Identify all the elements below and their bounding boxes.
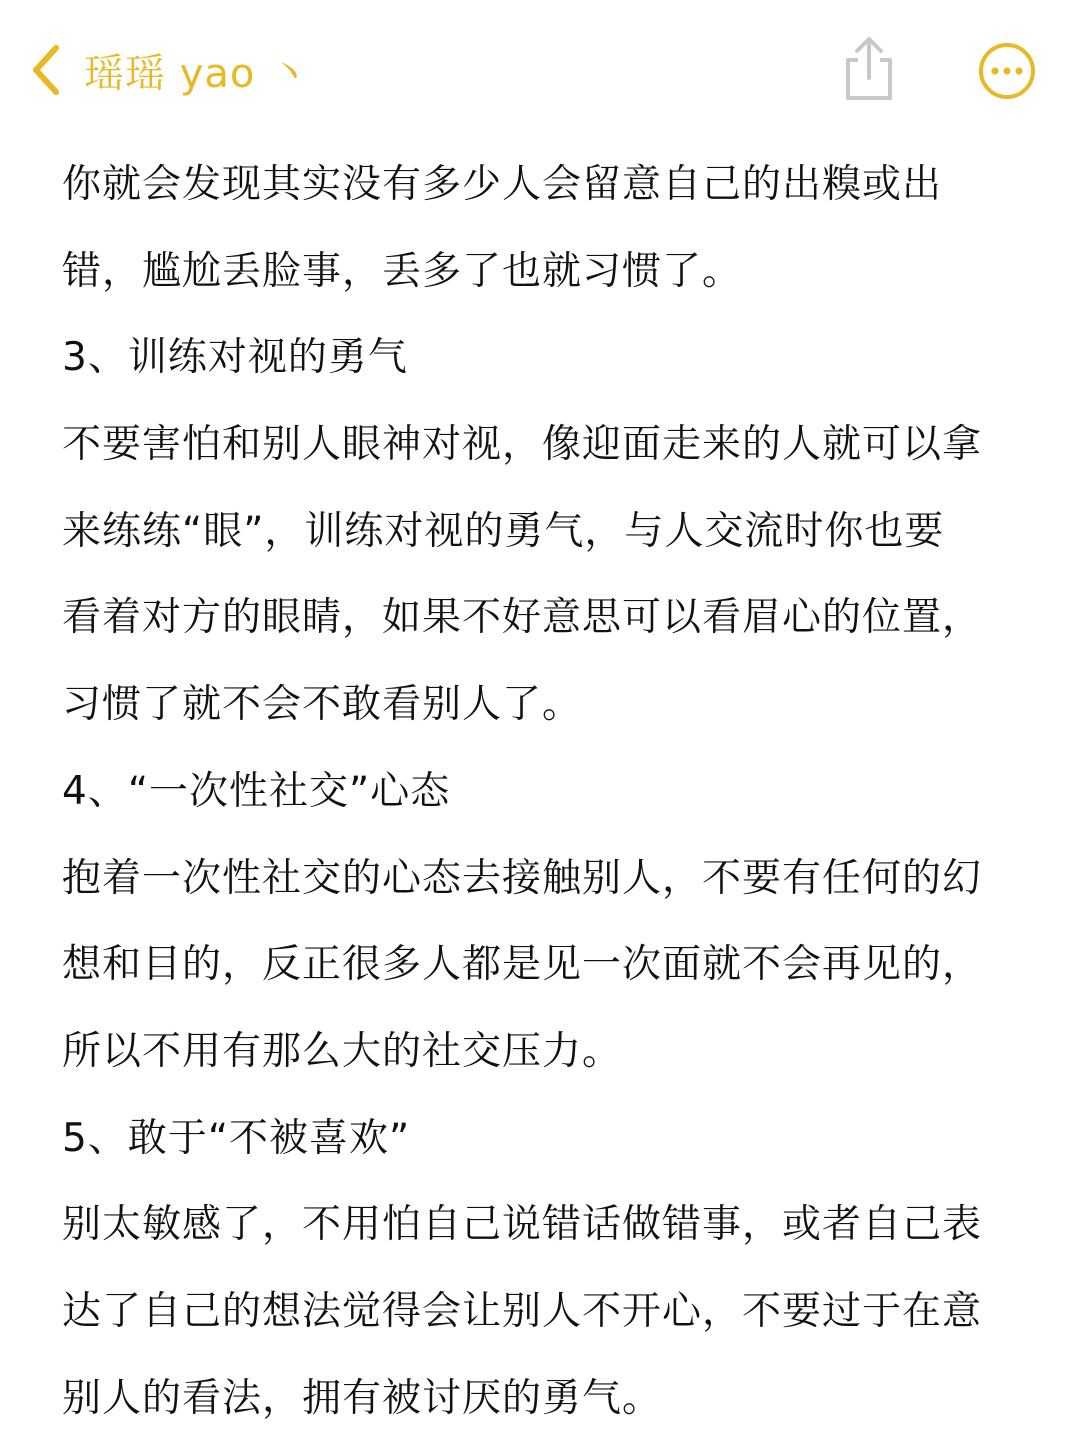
more-icon: [978, 85, 1036, 104]
note-body[interactable]: [62, 142, 1022, 1442]
share-button[interactable]: [838, 34, 900, 104]
navigation-bar: [0, 0, 1080, 140]
note-line: 看着对方的眼睛，如果不好意思可以看眉心的位置，: [62, 595, 983, 641]
note-line: 所以不用有那么大的社交压力。: [62, 1028, 623, 1074]
share-icon: [838, 89, 900, 108]
note-line: 想和目的，反正很多人都是见一次面就不会再见的，: [62, 942, 983, 988]
note-line: 不要害怕和别人眼神对视，像迎面走来的人就可以拿: [62, 422, 983, 468]
back-button[interactable]: [28, 38, 310, 102]
note-line: 来练练“眼”，训练对视的勇气，与人交流时你也要: [62, 508, 945, 554]
section-heading: 4、“一次性社交”心态: [62, 768, 451, 814]
note-title: 瑶瑶 yao 丶: [84, 50, 311, 97]
note-line: 你就会发现其实没有多少人会留意自己的出糗或出: [62, 162, 943, 207]
note-line: 达了自己的想法觉得会让别人不开心，不要过于在意: [62, 1288, 983, 1334]
section-heading: 3、训练对视的勇气: [62, 335, 408, 381]
note-line: 错，尴尬丢脸事，丢多了也就习惯了。: [62, 248, 743, 294]
note-line: 习惯了就不会不敢看别人了。: [62, 682, 583, 728]
note-line: 别太敏感了，不用怕自己说错话做错事，或者自己表: [62, 1202, 983, 1248]
chevron-left-icon: [28, 44, 62, 96]
section-heading: 5、敢于“不被喜欢”: [62, 1115, 411, 1161]
more-button[interactable]: [978, 42, 1036, 100]
note-line: 别人的看法，拥有被讨厌的勇气。: [62, 1375, 663, 1421]
note-line: 抱着一次性社交的心态去接触别人，不要有任何的幻: [62, 855, 983, 901]
